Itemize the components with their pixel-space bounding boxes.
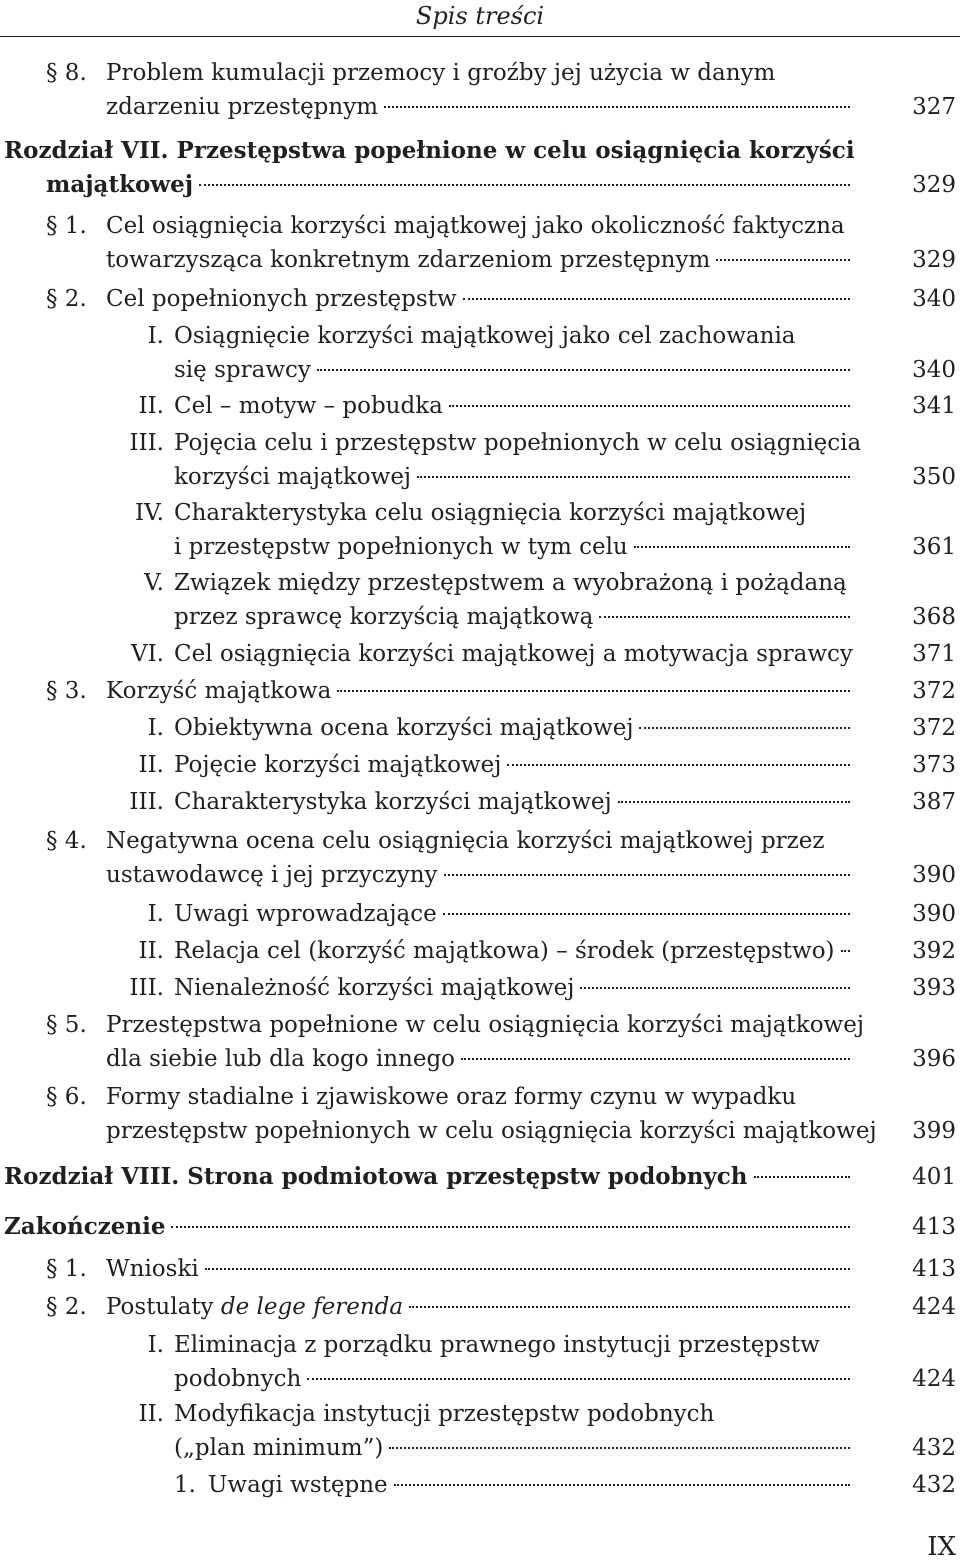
toc-entry-title — [174, 1431, 383, 1465]
toc-entry-label: III. — [129, 975, 164, 1001]
toc-entry-line — [0, 168, 960, 202]
toc-entry[interactable] — [0, 674, 960, 708]
toc-entry-text: Nienależność korzyści majątkowej — [174, 975, 575, 1001]
toc-entry-line — [0, 858, 960, 892]
dot-leader — [417, 475, 850, 478]
toc-entry-title — [174, 1401, 714, 1427]
toc-entry-label: § 8. — [46, 60, 87, 86]
toc-entry-text: i przestępstw popełnionych w tym celu — [174, 534, 628, 560]
toc-entry-title — [174, 1332, 820, 1358]
toc-page-number: 393 — [912, 975, 956, 1001]
toc-entry-label: § 2. — [46, 1294, 87, 1320]
toc-page-number: 413 — [912, 1256, 956, 1282]
toc-entry-text: Zakończenie — [4, 1213, 166, 1240]
toc-entry-title — [4, 1160, 748, 1194]
dot-leader — [444, 873, 850, 876]
dot-leader — [205, 1267, 850, 1270]
toc-entry[interactable] — [0, 56, 960, 124]
toc-entry-text: przez sprawcę korzyścią majątkową — [174, 604, 594, 630]
chapter-label: Rozdział VIII. — [4, 1163, 188, 1190]
toc-entry-title — [174, 460, 411, 494]
toc-entry-text: Osiągnięcie korzyści majątkowej jako cel zachowania — [174, 323, 796, 349]
toc-entry-text: Wnioski — [106, 1256, 199, 1282]
toc-entry-line — [0, 971, 960, 1005]
toc-entry[interactable] — [0, 971, 960, 1005]
dot-leader — [507, 763, 850, 766]
toc-page-number: 329 — [912, 247, 956, 273]
toc-entry-text: Modyfikacja instytucji przestępstw podobnych — [174, 1401, 715, 1427]
toc-entry[interactable] — [0, 1328, 960, 1396]
dot-leader — [841, 949, 850, 952]
toc-entry-title — [106, 1084, 796, 1110]
toc-entry[interactable] — [0, 426, 960, 494]
toc-entry-text: się sprawcy — [174, 357, 311, 383]
toc-entry-text: Strona podmiotowa przestępstw podobnych — [187, 1163, 748, 1190]
toc-entry-title — [174, 570, 847, 596]
toc-page-number: 424 — [912, 1294, 956, 1320]
toc-page-number: 432 — [912, 1435, 956, 1461]
toc-entry-text: dla siebie lub dla kogo innego — [106, 1046, 456, 1072]
dot-leader — [461, 1057, 850, 1060]
toc-entry-line — [0, 209, 960, 243]
toc-entry-line — [0, 637, 960, 671]
toc-entry-line — [0, 1114, 960, 1148]
toc-entry-line — [0, 674, 960, 708]
toc-page-number: 368 — [912, 604, 956, 630]
toc-entry-title — [106, 90, 378, 124]
toc-entry-title — [4, 137, 855, 164]
toc-entry-title — [106, 1012, 864, 1038]
running-header-title: Spis treści — [415, 2, 545, 30]
toc-entry-title — [174, 600, 593, 634]
toc-entry-title — [174, 897, 437, 931]
toc-entry-line — [0, 1160, 960, 1194]
toc-entry-label: III. — [129, 789, 164, 815]
dot-leader — [394, 1483, 850, 1486]
toc-entry-label: § 2. — [46, 286, 87, 312]
toc-entry-label: I. — [147, 1332, 164, 1358]
toc-entry-italic: de lege ferenda — [220, 1294, 404, 1320]
toc-entry[interactable] — [0, 282, 960, 316]
toc-entry-line — [0, 1397, 960, 1431]
toc-entry-line — [0, 1210, 960, 1244]
toc-entry-title — [174, 934, 835, 968]
toc-entry-title — [106, 1114, 877, 1148]
toc-page-number: 340 — [912, 286, 956, 312]
toc-entry-title — [106, 1290, 403, 1324]
toc-entry-title — [4, 1210, 165, 1244]
toc-entry-line — [0, 1252, 960, 1286]
toc-entry-line — [0, 319, 960, 353]
toc-entry-title — [106, 1042, 455, 1076]
toc-entry-title — [106, 243, 710, 277]
toc-entry-line — [0, 1468, 960, 1502]
dot-leader — [307, 1377, 850, 1380]
toc-entry-text: Eliminacja z porządku prawnego instytucji przestępstw — [174, 1332, 820, 1358]
toc-entry[interactable] — [0, 1080, 960, 1148]
dot-leader — [317, 368, 850, 371]
toc-entry[interactable] — [0, 748, 960, 782]
toc-entry[interactable] — [0, 1008, 960, 1076]
toc-entry-text: Relacja cel (korzyść majątkowa) – środek (przestępstwo) — [174, 938, 835, 964]
dot-leader — [639, 726, 850, 729]
dot-leader — [463, 297, 850, 300]
dot-leader — [389, 1446, 850, 1449]
toc-entry-line — [0, 1042, 960, 1076]
toc-entry-text: ustawodawcę i jej przyczyny — [106, 862, 438, 888]
toc-entry-title — [106, 282, 457, 316]
toc-entry-label: § 4. — [46, 828, 87, 854]
toc-page-number: 396 — [912, 1046, 956, 1072]
toc-entry-line — [0, 1080, 960, 1114]
toc-entry[interactable] — [0, 319, 960, 387]
toc-entry[interactable] — [0, 637, 960, 671]
toc-entry-line — [0, 934, 960, 968]
toc-entry-label: II. — [138, 938, 164, 964]
toc-entry-line — [0, 134, 960, 168]
toc-entry-line — [0, 496, 960, 530]
toc-entry-line — [0, 1290, 960, 1324]
toc-entry[interactable] — [0, 785, 960, 819]
toc-entry[interactable] — [0, 897, 960, 931]
toc-entry-label: II. — [138, 1401, 164, 1427]
toc-entry-line — [0, 426, 960, 460]
toc-entry-line — [0, 785, 960, 819]
toc-entry-line — [0, 530, 960, 564]
toc-page-number: 390 — [912, 901, 956, 927]
dot-leader — [716, 258, 850, 261]
toc-entry-title — [174, 430, 861, 456]
toc-entry-label: VI. — [130, 641, 164, 667]
toc-entry-text: korzyści majątkowej — [174, 464, 412, 490]
toc-entry[interactable] — [0, 1160, 960, 1194]
chapter-label: Rozdział VII. — [4, 137, 177, 164]
toc-entry-title — [106, 60, 775, 86]
toc-entry-line — [0, 711, 960, 745]
toc-page-number: 390 — [912, 862, 956, 888]
toc-entry-label: II. — [138, 393, 164, 419]
toc-page-number: 372 — [912, 678, 956, 704]
toc-page-number: 401 — [912, 1164, 956, 1190]
toc-page-number: 340 — [912, 357, 956, 383]
dot-leader — [634, 545, 850, 548]
toc-entry-text: Przestępstwa popełnione w celu osiągnięcia korzyści — [176, 137, 855, 164]
toc-entry-title — [174, 353, 311, 387]
toc-entry-line — [0, 824, 960, 858]
toc-page-number: 329 — [912, 172, 956, 198]
toc-entry-text: Charakterystyka korzyści majątkowej — [174, 789, 612, 815]
toc-entry[interactable] — [0, 134, 960, 202]
toc-entry-title — [174, 748, 501, 782]
toc-entry-title — [174, 323, 796, 349]
toc-entry-text: Uwagi wstępne — [208, 1472, 388, 1498]
toc-entry-title — [106, 674, 331, 708]
toc-entry-line — [0, 353, 960, 387]
toc-entry[interactable] — [0, 1210, 960, 1244]
toc-entry-title — [174, 1362, 301, 1396]
dot-leader — [443, 912, 850, 915]
toc-entry-title — [174, 530, 628, 564]
toc-entry-text: Cel – motyw – pobudka — [174, 393, 443, 419]
toc-entry-text: Przestępstwa popełnione w celu osiągnięcia korzyści majątkowej — [106, 1012, 864, 1038]
toc-entry-line — [0, 1328, 960, 1362]
toc-entry[interactable] — [0, 566, 960, 634]
toc-entry-text: Formy stadialne i zjawiskowe oraz formy czynu w wypadku — [106, 1084, 797, 1110]
toc-entry-line — [0, 1008, 960, 1042]
dot-leader — [384, 105, 850, 108]
toc-entry-line — [0, 56, 960, 90]
toc-entry[interactable] — [0, 496, 960, 564]
toc-page-number: 373 — [912, 752, 956, 778]
toc-entry-label: 1. — [174, 1472, 196, 1498]
toc-entry-title — [174, 711, 633, 745]
toc-entry-line — [0, 897, 960, 931]
toc-entry-line — [0, 566, 960, 600]
toc-entry-label: § 1. — [46, 213, 87, 239]
toc-page-number: 350 — [912, 464, 956, 490]
toc-entry[interactable] — [0, 1397, 960, 1465]
toc-entry-line — [0, 389, 960, 423]
toc-entry[interactable] — [0, 711, 960, 745]
dot-leader — [449, 404, 850, 407]
toc-entry-label: § 1. — [46, 1256, 87, 1282]
toc-entry-text: zdarzeniu przestępnym — [106, 94, 379, 120]
toc-entry-text: Obiektywna ocena korzyści majątkowej — [174, 715, 634, 741]
toc-entry-label: § 6. — [46, 1084, 87, 1110]
toc-page-number: 387 — [912, 789, 956, 815]
toc-entry-title — [174, 785, 612, 819]
toc-entry-text: podobnych — [174, 1366, 302, 1392]
toc-entry-text: Negatywna ocena celu osiągnięcia korzyści majątkowej przez — [106, 828, 825, 854]
toc-entry-text: towarzysząca konkretnym zdarzeniom przestępnym — [106, 247, 711, 273]
dot-leader — [599, 615, 850, 618]
toc-entry-title — [174, 971, 574, 1005]
toc-entry-label: III. — [129, 430, 164, 456]
page-number: IX — [927, 1532, 956, 1562]
toc-entry-text: Cel osiągnięcia korzyści majątkowej a motywacja sprawcy — [174, 641, 853, 667]
dot-leader — [618, 800, 850, 803]
toc-entry-label: II. — [138, 752, 164, 778]
toc-entry-text: majątkowej — [46, 171, 194, 198]
toc-entry-label: I. — [147, 901, 164, 927]
toc-entry-text: Problem kumulacji przemocy i groźby jej użycia w danym — [106, 60, 776, 86]
toc-entry-text: Uwagi wprowadzające — [174, 901, 437, 927]
toc-page-number: 372 — [912, 715, 956, 741]
toc-entry-label: § 5. — [46, 1012, 87, 1038]
toc-entry-title — [106, 858, 438, 892]
toc-entry-line — [0, 282, 960, 316]
toc-entry-text: Pojęcie korzyści majątkowej — [174, 752, 502, 778]
toc-entry[interactable] — [0, 209, 960, 277]
toc-page-number: 432 — [912, 1472, 956, 1498]
dot-leader — [171, 1225, 850, 1228]
toc-entry[interactable] — [0, 934, 960, 968]
toc-entry-title — [106, 213, 845, 239]
toc-entry-title — [208, 1468, 388, 1502]
toc-entry-line — [0, 600, 960, 634]
toc-entry-title — [46, 168, 193, 202]
toc-page-number: 361 — [912, 534, 956, 560]
toc-entry-title — [174, 637, 853, 671]
toc-entry-title — [106, 1252, 199, 1286]
toc-page-number: 424 — [912, 1366, 956, 1392]
dot-leader — [580, 986, 850, 989]
toc-entry-text: Związek między przestępstwem a wyobrażoną i pożądaną — [174, 570, 847, 596]
toc-entry-title — [174, 500, 806, 526]
toc-entry-title — [174, 389, 443, 423]
toc-entry-text: („plan minimum”) — [174, 1435, 384, 1461]
toc-entry[interactable] — [0, 1468, 960, 1502]
toc-entry-line — [0, 243, 960, 277]
toc-entry-text: Korzyść majątkowa — [106, 678, 332, 704]
toc-entry-line — [0, 90, 960, 124]
toc-entry-label: I. — [147, 323, 164, 349]
toc-page-number: 371 — [912, 641, 956, 667]
dot-leader — [754, 1175, 850, 1178]
toc-entry-line — [0, 460, 960, 494]
toc-entry-text: przestępstw popełnionych w celu osiągnięcia korzyści majątkowej — [106, 1118, 877, 1144]
toc-entry-label: I. — [147, 715, 164, 741]
toc-page-number: 392 — [912, 938, 956, 964]
toc-entry-line — [0, 1362, 960, 1396]
dot-leader — [409, 1305, 850, 1308]
dot-leader — [199, 183, 850, 186]
toc-entry-line — [0, 748, 960, 782]
toc-page-number: 327 — [912, 94, 956, 120]
toc-entry[interactable] — [0, 824, 960, 892]
dot-leader — [337, 689, 850, 692]
toc-entry-text: Cel popełnionych przestępstw — [106, 286, 457, 312]
toc-entry-label: IV. — [135, 500, 164, 526]
toc-entry-label: V. — [144, 570, 164, 596]
toc-page-number: 413 — [912, 1214, 956, 1240]
toc-entry[interactable] — [0, 1290, 960, 1324]
toc-entry-text: Charakterystyka celu osiągnięcia korzyści majątkowej — [174, 500, 807, 526]
toc-entry[interactable] — [0, 1252, 960, 1286]
toc-entry[interactable] — [0, 389, 960, 423]
toc-entry-text: Postulaty — [106, 1294, 221, 1320]
toc-entry-title — [106, 828, 825, 854]
toc-page-number: 341 — [912, 393, 956, 419]
toc-page-number: 399 — [912, 1118, 956, 1144]
toc-entry-text: Pojęcia celu i przestępstw popełnionych w celu osiągnięcia — [174, 430, 862, 456]
toc-entry-text: Cel osiągnięcia korzyści majątkowej jako okoliczność faktyczna — [106, 213, 845, 239]
toc-entry-label: § 3. — [46, 678, 87, 704]
toc-entry-line — [0, 1431, 960, 1465]
